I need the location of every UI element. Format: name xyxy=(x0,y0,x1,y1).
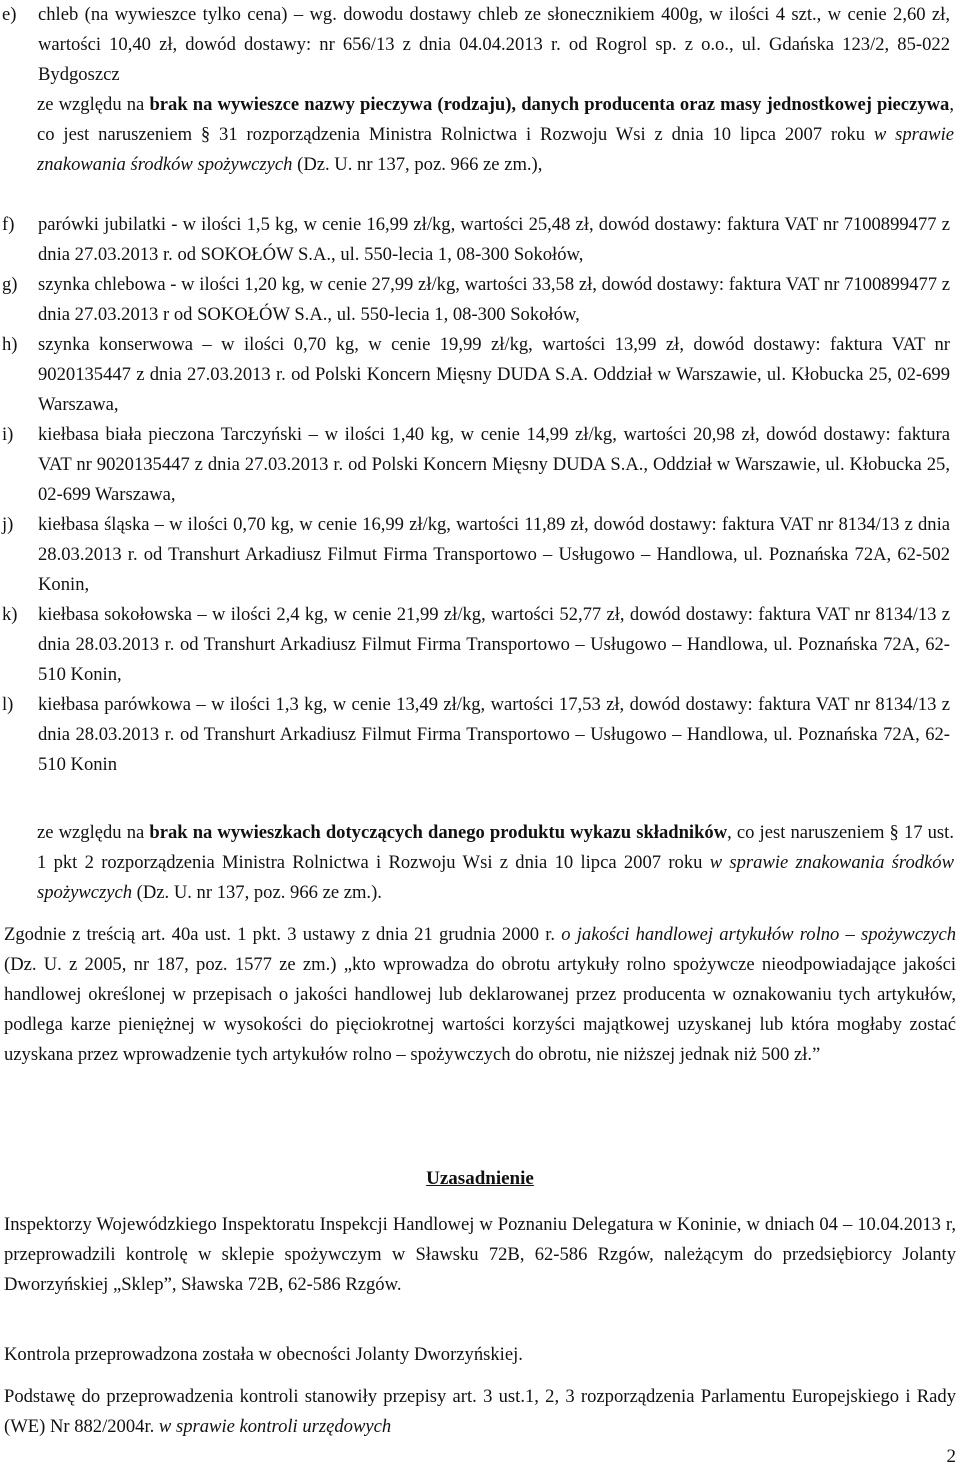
list-item-text: kiełbasa parówkowa – w ilości 1,3 kg, w cenie 13,49 zł/kg, wartości 17,53 zł, dowód dostawy: faktura VAT nr 8134/13 z dnia 28.03.2013 r. od Transhurt Arkadiusz Filmut Firma Transportowo – Usługowo – Handlowa, ul. Poznańska 72A, 62-510 Konin xyxy=(38,694,950,775)
paragraph-inspektorzy: Inspektorzy Wojewódzkiego Inspektoratu Inspekcji Handlowej w Poznaniu Delegatura w Koninie, w dniach 04 – 10.04.2013 r, przeprowadzili kontrolę w sklepie spożywczym w Sławsku 72B, 62-586 Rzgów, należącym do przedsiębiorcy Jolanty Dworzyńskiej „Sklep”, Sławska 72B, 62-586 Rzgów. xyxy=(4,1214,956,1295)
section-heading: Uzasadnienie xyxy=(426,1168,534,1189)
italic-text: o jakości handlowej artykułów rolno – spożywczych xyxy=(561,924,957,945)
italic-text: w sprawie znakowania środków spożywczych xyxy=(37,124,954,175)
text-span: , co jest naruszeniem § 31 rozporządzenia Ministra Rolnictwa i Rozwoju Wsi z dnia 10 lipca 2007 roku xyxy=(37,94,954,145)
text-span: Podstawę do przeprowadzenia kontroli stanowiły przepisy art. 3 ust.1, 2, 3 rozporządzenia Parlamentu Europejskiego i Rady (WE) Nr 882/2004r. xyxy=(4,1386,956,1437)
list-item-text: szynka konserwowa – w ilości 0,70 kg, w cenie 19,99 zł/kg, wartości 13,99 zł, dowód dostawy: faktura VAT nr 9020135447 z dnia 27.03.2013 r. od Polski Koncern Mięsny DUDA S.A. Oddział w Warszawie, ul. Kłobucka 25, 02-699 Warszawa, xyxy=(38,334,950,415)
list-item-label: j) xyxy=(2,514,14,535)
paragraph-kontrola: Kontrola przeprowadzona została w obecności Jolanty Dworzyńskiej. xyxy=(4,1344,523,1365)
list-item-text: parówki jubilatki - w ilości 1,5 kg, w cenie 16,99 zł/kg, wartości 25,48 zł, dowód dostawy: faktura VAT nr 7100899477 z dnia 27.03.2013 r. od SOKOŁÓW S.A., ul. 550-lecia 1, 08-300 Sokołów, xyxy=(38,214,950,265)
list-item-e xyxy=(0,0,956,90)
list-item-label: f) xyxy=(2,214,15,235)
bold-text: brak na wywieszce nazwy pieczywa (rodzaju), danych producenta oraz masy jednostkowej pieczywa xyxy=(149,94,950,115)
page-number: 2 xyxy=(946,1446,956,1467)
paragraph-podstawa xyxy=(4,1382,956,1442)
list-item-text: chleb (na wywieszce tylko cena) – wg. dowodu dostawy chleb ze słonecznikiem 400g, w ilości 4 szt., w cenie 2,60 zł, wartości 10,40 zł, dowód dostawy: nr 656/13 z dnia 04.04.2013 r. od Rogrol sp. z o.o., ul. Gdańska 123/2, 85-022 Bydgoszcz xyxy=(38,4,950,85)
list-item-j xyxy=(0,510,956,600)
list-item-text: kiełbasa biała pieczona Tarczyński – w ilości 1,40 kg, w cenie 14,99 zł/kg, wartości 20,98 zł, dowód dostawy: faktura VAT nr 9020135447 z dnia 27.03.2013 r. od Polski Koncern Mięsny DUDA S.A., Oddział w Warszawie, ul. Kłobucka 25, 02-699 Warszawa, xyxy=(38,424,950,505)
list-item-f xyxy=(0,210,956,270)
list-item-label: e) xyxy=(2,4,17,25)
text-span: , co jest naruszeniem § 17 ust. 1 pkt 2 rozporządzenia Ministra Rolnictwa i Rozwoju Wsi z dnia 10 lipca 2007 roku xyxy=(37,822,954,873)
paragraph-zgodnie xyxy=(4,920,956,1070)
italic-text: w sprawie znakowania środków spożywczych xyxy=(37,852,954,903)
list-item-h xyxy=(0,330,956,420)
text-span: (Dz. U. nr 137, poz. 966 ze zm.). xyxy=(132,882,382,903)
bold-text: brak na wywieszkach dotyczących danego produktu wykazu składników xyxy=(149,822,728,843)
list-item-text: szynka chlebowa - w ilości 1,20 kg, w cenie 27,99 zł/kg, wartości 33,58 zł, dowód dostawy: faktura VAT nr 7100899477 z dnia 27.03.2013 r od SOKOŁÓW S.A., ul. 550-lecia 1, 08-300 Sokołów, xyxy=(38,274,950,325)
italic-text: w sprawie kontroli urzędowych xyxy=(158,1416,392,1437)
list-item-label: k) xyxy=(2,604,18,625)
text-span: ze względu na xyxy=(37,822,150,843)
list-item-g xyxy=(0,270,956,330)
text-span: Zgodnie z treścią art. 40a ust. 1 pkt. 3 ustawy z dnia 21 grudnia 2000 r. xyxy=(4,924,562,945)
list-item-text: kiełbasa sokołowska – w ilości 2,4 kg, w cenie 21,99 zł/kg, wartości 52,77 zł, dowód dostawy: faktura VAT nr 8134/13 z dnia 28.03.2013 r. od Transhurt Arkadiusz Filmut Firma Transportowo – Usługowo – Handlowa, ul. Poznańska 72A, 62-510 Konin, xyxy=(38,604,950,685)
paragraph-naruszenie-2 xyxy=(37,818,954,908)
list-item-label: h) xyxy=(2,334,18,355)
list-item-label: l) xyxy=(2,694,14,715)
list-item-l xyxy=(0,690,956,780)
product-list xyxy=(0,210,956,780)
paragraph-naruszenie-1 xyxy=(37,90,954,180)
list-item-label: i) xyxy=(2,424,14,445)
text-span: ze względu na xyxy=(37,94,150,115)
list-item-i xyxy=(0,420,956,510)
list-item-k xyxy=(0,600,956,690)
list-item-text: kiełbasa śląska – w ilości 0,70 kg, w cenie 16,99 zł/kg, wartości 11,89 zł, dowód dostawy: faktura VAT nr 8134/13 z dnia 28.03.2013 r. od Transhurt Arkadiusz Filmut Firma Transportowo – Usługowo – Handlowa, ul. Poznańska 72A, 62-502 Konin, xyxy=(38,514,950,595)
text-span: (Dz. U. z 2005, nr 187, poz. 1577 ze zm.) „kto wprowadza do obrotu artykuły rolno spożywcze nieodpowiadające jakości handlowej określonej w przepisach o jakości handlowej lub deklarowanej przez producenta w oznakowaniu tych artykułów, podlega karze pieniężnej w wysokości do pięciokrotnej wartości korzyści majątkowej uzyskanej lub która mogłaby zostać uzyskana przez wprowadzenie tych artykułów rolno – spożywczych do obrotu, nie niższej jednak niż 500 zł.” xyxy=(4,954,956,1065)
list-item-label: g) xyxy=(2,274,18,295)
text-span: (Dz. U. nr 137, poz. 966 ze zm.), xyxy=(292,154,543,175)
